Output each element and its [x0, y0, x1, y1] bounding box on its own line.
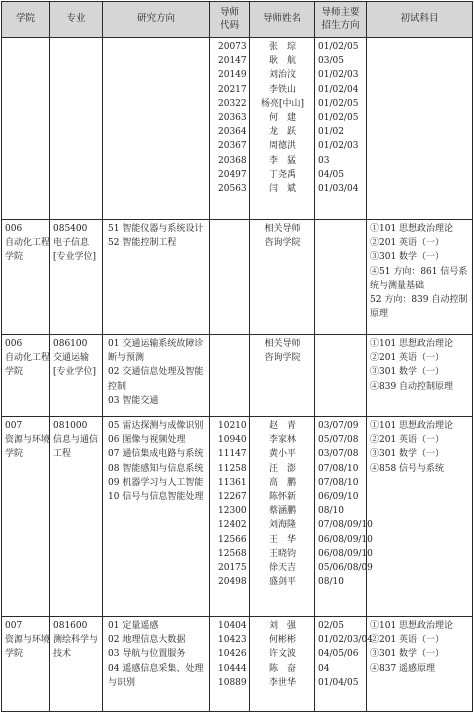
exam-subject: ③301 数学（一）: [370, 649, 445, 660]
advisor-code: 10889: [218, 677, 247, 688]
advisor-direction: 03: [318, 155, 330, 166]
research-direction-item: 01 定量遥感: [108, 621, 159, 631]
table-row: [2, 38, 473, 220]
advisor-direction: 07/08/09/10: [318, 520, 373, 531]
advisor-direction: 08/10: [318, 577, 344, 588]
exam-subject: ④51 方向：861 信号系统与测量基础: [370, 266, 468, 291]
advisor-direction: 01/02/04: [318, 84, 359, 95]
major-cell: [50, 335, 103, 417]
advisor-name-cell: [250, 220, 315, 335]
header-major: 专业: [50, 2, 103, 38]
college-line: 资源与环境: [5, 435, 51, 446]
table-row: [2, 335, 473, 417]
advisor-direction: 01/04/05: [318, 677, 359, 688]
advisor-direction: 03/07/08: [318, 449, 359, 460]
major-line: 086100: [53, 339, 88, 349]
research-direction-cell: [103, 335, 210, 417]
research-direction-item: 08 智能感知与信息系统: [108, 463, 204, 474]
header-advisor-direction: 导师主要 招生方向: [315, 2, 367, 38]
advisor-direction: 04: [318, 663, 330, 674]
exam-subjects-cell: [367, 617, 473, 712]
college-cell: [2, 417, 50, 617]
advisor-name: 何 建: [268, 112, 296, 123]
advisor-name-cell: [250, 335, 315, 417]
research-direction-item: 03 导航与位置服务: [108, 649, 186, 660]
advisor-name: 咨询学院: [264, 238, 301, 249]
exam-subject: ②201 英语（一）: [370, 435, 445, 446]
advisor-name: 李世华: [268, 677, 296, 688]
college-line: 资源与环境: [5, 635, 51, 646]
advisor-code: 20147: [218, 56, 247, 67]
advisor-name: 王晓钧: [268, 548, 296, 559]
major-line: 085400: [53, 224, 88, 234]
advisor-name: 龙 跃: [268, 127, 296, 138]
advisor-direction: 01/03/04: [318, 183, 359, 194]
advisor-code: 20175: [218, 562, 247, 573]
advisor-code: 20498: [218, 577, 247, 588]
header-advisor-name: 导师姓名: [250, 2, 315, 38]
advisor-code: 20322: [218, 98, 247, 109]
advisor-name: 相关导师: [264, 339, 301, 349]
advisor-name: 周德洪: [268, 141, 296, 152]
advisor-name-cell: [250, 417, 315, 617]
advisor-code: 11147: [218, 449, 247, 460]
advisor-code: 20364: [218, 127, 247, 138]
advisor-direction: 01/02/03: [318, 141, 359, 152]
research-direction-item: 07 通信集成电路与系统: [108, 449, 204, 460]
advisor-code: 10210: [218, 421, 247, 431]
college-line: 自动化工程: [5, 353, 51, 364]
table-row: [2, 417, 473, 617]
advisor-name-cell: [250, 38, 315, 220]
advisor-direction-cell: [315, 220, 367, 335]
major-line: [专业学位]: [53, 367, 97, 378]
college-cell: [2, 617, 50, 712]
advisor-direction: 07/08/10: [318, 463, 359, 474]
research-direction-item: 06 图像与视频处理: [108, 435, 186, 446]
major-line: 电子信息: [53, 238, 90, 249]
research-direction-item: 04 遥感信息采集、处理与识别: [108, 663, 204, 688]
advisor-name: 咨询学院: [264, 353, 301, 364]
advisor-code: 10404: [218, 621, 247, 631]
exam-subjects-cell: [367, 417, 473, 617]
advisor-code: 12402: [218, 520, 247, 531]
advisor-direction: 06/08/09/10: [318, 548, 373, 559]
advisor-direction: 01/02: [318, 127, 344, 138]
advisor-name: 盛剑平: [268, 577, 296, 588]
advisor-direction: 04/05: [318, 169, 344, 180]
major-cell: [50, 617, 103, 712]
advisor-name: 刘 强: [268, 621, 296, 631]
exam-subject: 52 方向：839 自动控制原理: [370, 295, 468, 320]
advisor-name-cell: [250, 617, 315, 712]
exam-subject: ④839 自动控制原理: [370, 381, 454, 392]
advisor-direction: 04/05/06: [318, 649, 359, 660]
advisor-name: 张 琮: [268, 42, 296, 52]
advisor-direction: 07/08/10: [318, 477, 359, 488]
advisor-code-cell: [210, 335, 250, 417]
advisor-name: 陈 奋: [268, 663, 296, 674]
exam-subject: ①101 思想政治理论: [370, 224, 454, 234]
advisor-name: 赵 青: [268, 421, 296, 431]
college-line: 学院: [5, 252, 24, 263]
advisor-code: 11361: [218, 477, 247, 488]
exam-subject: ①101 思想政治理论: [370, 621, 454, 631]
college-line: 007: [5, 421, 23, 431]
advisor-name: 许文波: [268, 649, 296, 660]
advisor-direction: 05/06/08/09: [318, 562, 373, 573]
research-direction-item: 05 雷达探测与成像识别: [108, 421, 204, 431]
major-line: 081000: [53, 421, 88, 431]
advisor-direction: 01/02/05: [318, 112, 359, 123]
advisor-code: 20073: [218, 42, 247, 52]
advisor-name: 丁尧禹: [268, 169, 296, 180]
research-direction-item: 02 交通信息处理及智能控制: [108, 367, 204, 392]
major-line: 工程: [53, 449, 72, 460]
advisor-code-cell: [210, 417, 250, 617]
header-college: 学院: [2, 2, 50, 38]
advisor-name: 闫 斌: [268, 183, 296, 194]
advisor-code: 12568: [218, 548, 247, 559]
exam-subject: ①101 思想政治理论: [370, 421, 454, 431]
major-cell: [50, 220, 103, 335]
college-cell: [2, 335, 50, 417]
research-direction-item: 03 智能交通: [108, 395, 159, 406]
college-line: 自动化工程: [5, 238, 51, 249]
college-line: 007: [5, 621, 23, 631]
table-row: [2, 220, 473, 335]
advisor-code: 11258: [218, 463, 247, 474]
advisor-code: 20363: [218, 112, 247, 123]
advisor-code: 20563: [218, 183, 247, 194]
advisor-name: 陈怀新: [268, 491, 296, 502]
advisor-direction: 03/05: [318, 56, 344, 67]
advisor-direction-cell: [315, 617, 373, 712]
advisor-code: 20217: [218, 84, 247, 95]
college-cell: [2, 220, 50, 335]
exam-subject: ①101 思想政治理论: [370, 339, 454, 349]
exam-subjects-cell: [367, 335, 473, 417]
research-direction-cell: [103, 38, 210, 220]
major-cell: [50, 38, 103, 220]
advisor-name: 王 华: [268, 534, 296, 545]
advisor-name: 刘治汶: [268, 70, 296, 81]
exam-subject: ③301 数学（一）: [370, 252, 445, 263]
advisor-direction: 01/02/05: [318, 98, 359, 109]
exam-subject: ③301 数学（一）: [370, 449, 445, 460]
advisor-direction: 06/09/10: [318, 491, 359, 502]
research-direction-cell: [103, 617, 210, 712]
college-line: 006: [5, 339, 23, 349]
advisor-name: 李家林: [268, 435, 296, 446]
advisor-direction: 05/07/08: [318, 435, 359, 446]
advisor-code: 20497: [218, 169, 247, 180]
major-line: 信息与通信: [53, 435, 99, 446]
advisor-code: 10426: [218, 649, 247, 660]
advisor-code: 20149: [218, 70, 247, 81]
advisor-direction: 03/07/09: [318, 421, 359, 431]
college-line: 学院: [5, 649, 24, 660]
research-direction-cell: [103, 417, 210, 617]
exam-subjects-cell: [367, 38, 473, 220]
research-direction-item: 52 智能控制工程: [108, 238, 177, 249]
advisor-name: 杨亮[中山]: [260, 98, 305, 109]
exam-subject: ③301 数学（一）: [370, 367, 445, 378]
research-direction-item: 51 智能仪器与系统设计: [108, 224, 204, 234]
exam-subject: ②201 英语（一）: [370, 635, 445, 646]
exam-subjects-cell: [367, 220, 473, 335]
major-line: 081600: [53, 621, 88, 631]
exam-subject: ②201 英语（一）: [370, 353, 445, 364]
major-line: [专业学位]: [53, 252, 97, 263]
exam-subject: ②201 英语（一）: [370, 238, 445, 249]
header-advisor-code: 导师 代码: [210, 2, 250, 38]
advisor-code: 10940: [218, 435, 247, 446]
advisor-code: 10444: [218, 663, 247, 674]
major-line: 交通运输: [53, 353, 90, 364]
advisor-code: 20368: [218, 155, 247, 166]
advisor-name: 耿 航: [268, 56, 296, 67]
advisor-name: 汪 澎: [268, 463, 296, 474]
advisor-direction: 01/02/03: [318, 70, 359, 81]
advisor-direction: 02/05: [318, 621, 344, 631]
college-line: 006: [5, 224, 23, 234]
research-direction-cell: [103, 220, 210, 335]
advisor-code-cell: [210, 38, 250, 220]
advisor-direction-cell: [315, 335, 367, 417]
advisor-code: 12566: [218, 534, 247, 545]
research-direction-item: 02 地理信息大数据: [108, 635, 186, 646]
major-line: 技术: [53, 649, 72, 660]
advisor-code: 12267: [218, 491, 247, 502]
advisor-direction-cell: [315, 38, 367, 220]
advisor-code: 10423: [218, 635, 247, 646]
advisor-code-cell: [210, 617, 250, 712]
advisor-name: 高 鹏: [268, 477, 296, 488]
advisor-name: 徐天吉: [268, 562, 296, 573]
advisor-direction: 08/10: [318, 506, 344, 517]
advisor-direction-cell: [315, 417, 373, 617]
major-line: 测绘科学与: [53, 635, 99, 646]
research-direction-item: 01 交通运输系统故障诊断与预测: [108, 339, 204, 364]
advisor-code: 12300: [218, 506, 247, 517]
advisor-name: 黄小平: [268, 449, 296, 460]
advisor-name: 李 猛: [268, 155, 296, 166]
header-research-direction: 研究方向: [103, 2, 210, 38]
advisor-code-cell: [210, 220, 250, 335]
admissions-table: [1, 1, 473, 712]
college-cell: [2, 38, 50, 220]
advisor-name: 刘海隆: [268, 520, 296, 531]
table-row: [2, 617, 473, 712]
advisor-name: 蔡涵鹏: [268, 506, 296, 517]
advisor-name: 相关导师: [264, 224, 301, 234]
advisor-direction: 01/02/03/04: [318, 635, 373, 646]
college-line: 学院: [5, 449, 24, 460]
header-exam-subjects: 初试科目: [367, 2, 473, 38]
college-line: 学院: [5, 367, 24, 378]
advisor-code: 20367: [218, 141, 247, 152]
research-direction-item: 09 机器学习与人工智能: [108, 477, 204, 488]
advisor-direction: 01/02/05: [318, 42, 359, 52]
advisor-name: 李铁山: [268, 84, 296, 95]
research-direction-item: 10 信号与信息智能处理: [108, 492, 204, 503]
advisor-direction: 06/08/09/10: [318, 534, 373, 545]
advisor-name: 何彬彬: [268, 635, 296, 646]
exam-subject: ④837 遥感原理: [370, 663, 436, 674]
major-cell: [50, 417, 103, 617]
table-header-row: [2, 2, 473, 38]
exam-subject: ④858 信号与系统: [370, 463, 445, 474]
